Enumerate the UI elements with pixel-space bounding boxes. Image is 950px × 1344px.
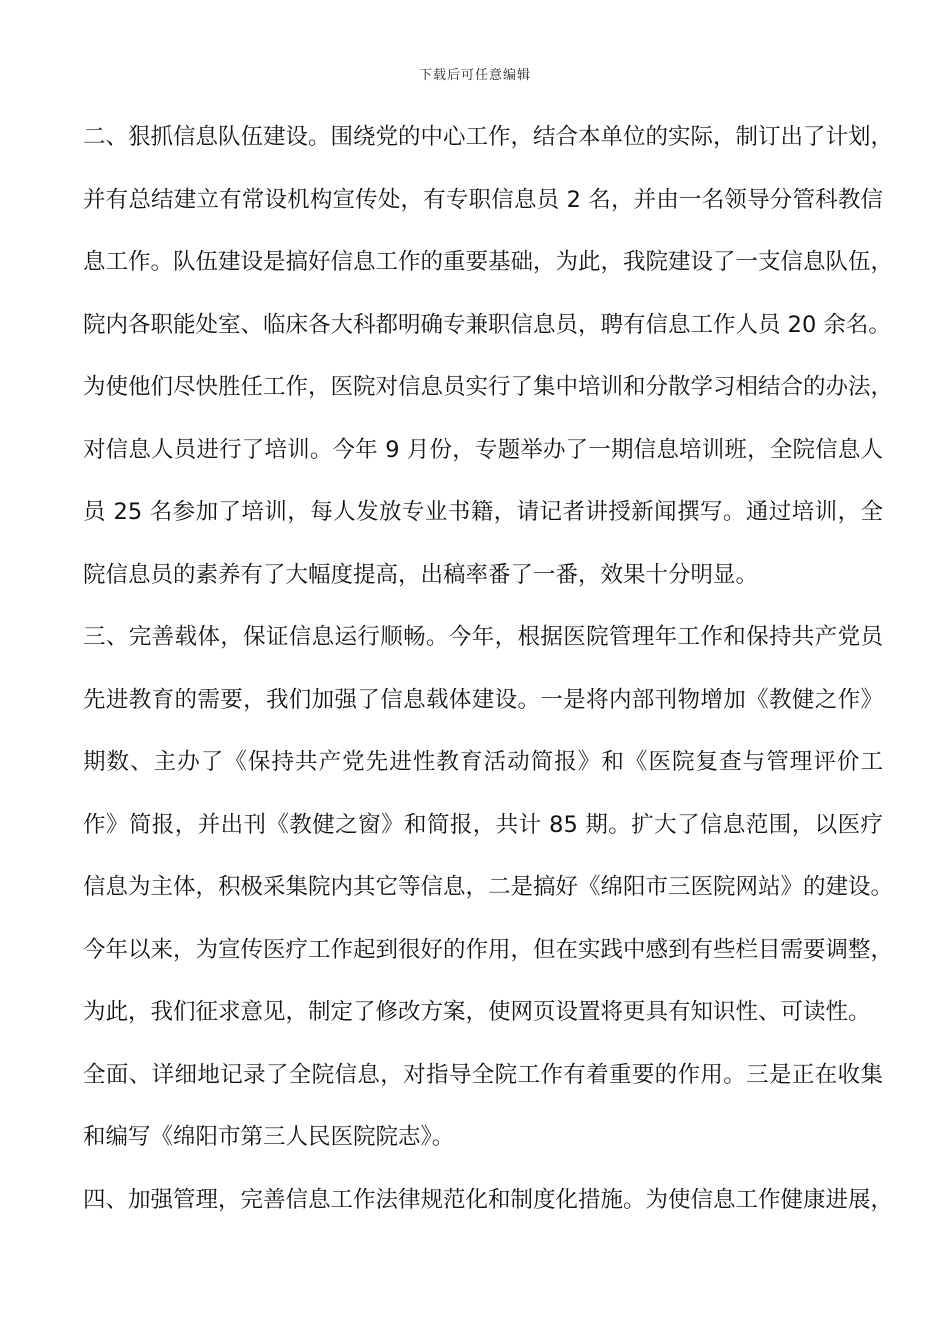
text-line: 全面、详细地记录了全院信息，对指导全院工作有着重要的作用。三是正在收集 [83,1061,883,1088]
text-line: 二、狠抓信息队伍建设。围绕党的中心工作，结合本单位的实际，制订出了计划， [83,124,894,150]
text-line: 并有总结建立有常设机构宣传处，有专职信息员 2 名，并由一名领导分管科教信 [83,186,883,213]
text-line: 为使他们尽快胜任工作，医院对信息员实行了集中培训和分散学习相结合的办法， [83,374,894,400]
text-line: 四、加强管理，完善信息工作法律规范化和制度化措施。为使信息工作健康进展， [83,1186,894,1213]
text-line: 对信息人员进行了培训。今年 9 月份，专题举办了一期信息培训班，全院信息人 [83,436,883,463]
text-line: 信息为主体，积极采集院内其它等信息，二是搞好《绵阳市三医院网站》的建设。 [83,874,894,900]
header-note: 下载后可任意编辑 [418,68,531,83]
text-line: 和编写《绵阳市第三人民医院院志》。 [83,1124,455,1150]
document-body [83,116,894,1241]
text-line: 三、完善载体，保证信息运行顺畅。今年，根据医院管理年工作和保持共产党员 [83,624,883,650]
text-line: 院信息员的素养有了大幅度提高，出稿率番了一番，效果十分明显。 [83,561,759,588]
text-line: 员 25 名参加了培训，每人发放专业书籍，请记者讲授新闻撰写。通过培训，全 [83,499,883,525]
text-line: 作》简报，并出刊《教健之窗》和简报，共计 85 期。扩大了信息范围，以医疗 [83,811,883,838]
text-line: 为此，我们征求意见，制定了修改方案，使网页设置将更具有知识性、可读性。 [83,999,871,1025]
text-line: 期数、主办了《保持共产党先进性教育活动简报》和《医院复查与管理评价工 [83,749,883,775]
text-line: 息工作。队伍建设是搞好信息工作的重要基础，为此，我院建设了一支信息队伍， [83,249,894,275]
text-line: 先进教育的需要，我们加强了信息载体建设。一是将内部刊物增加《教健之作》 [83,686,883,713]
text-line: 今年以来，为宣传医疗工作起到很好的作用，但在实践中感到有些栏目需要调整， [83,936,894,963]
text-line: 院内各职能处室、临床各大科都明确专兼职信息员，聘有信息工作人员 20 余名。 [83,311,891,338]
